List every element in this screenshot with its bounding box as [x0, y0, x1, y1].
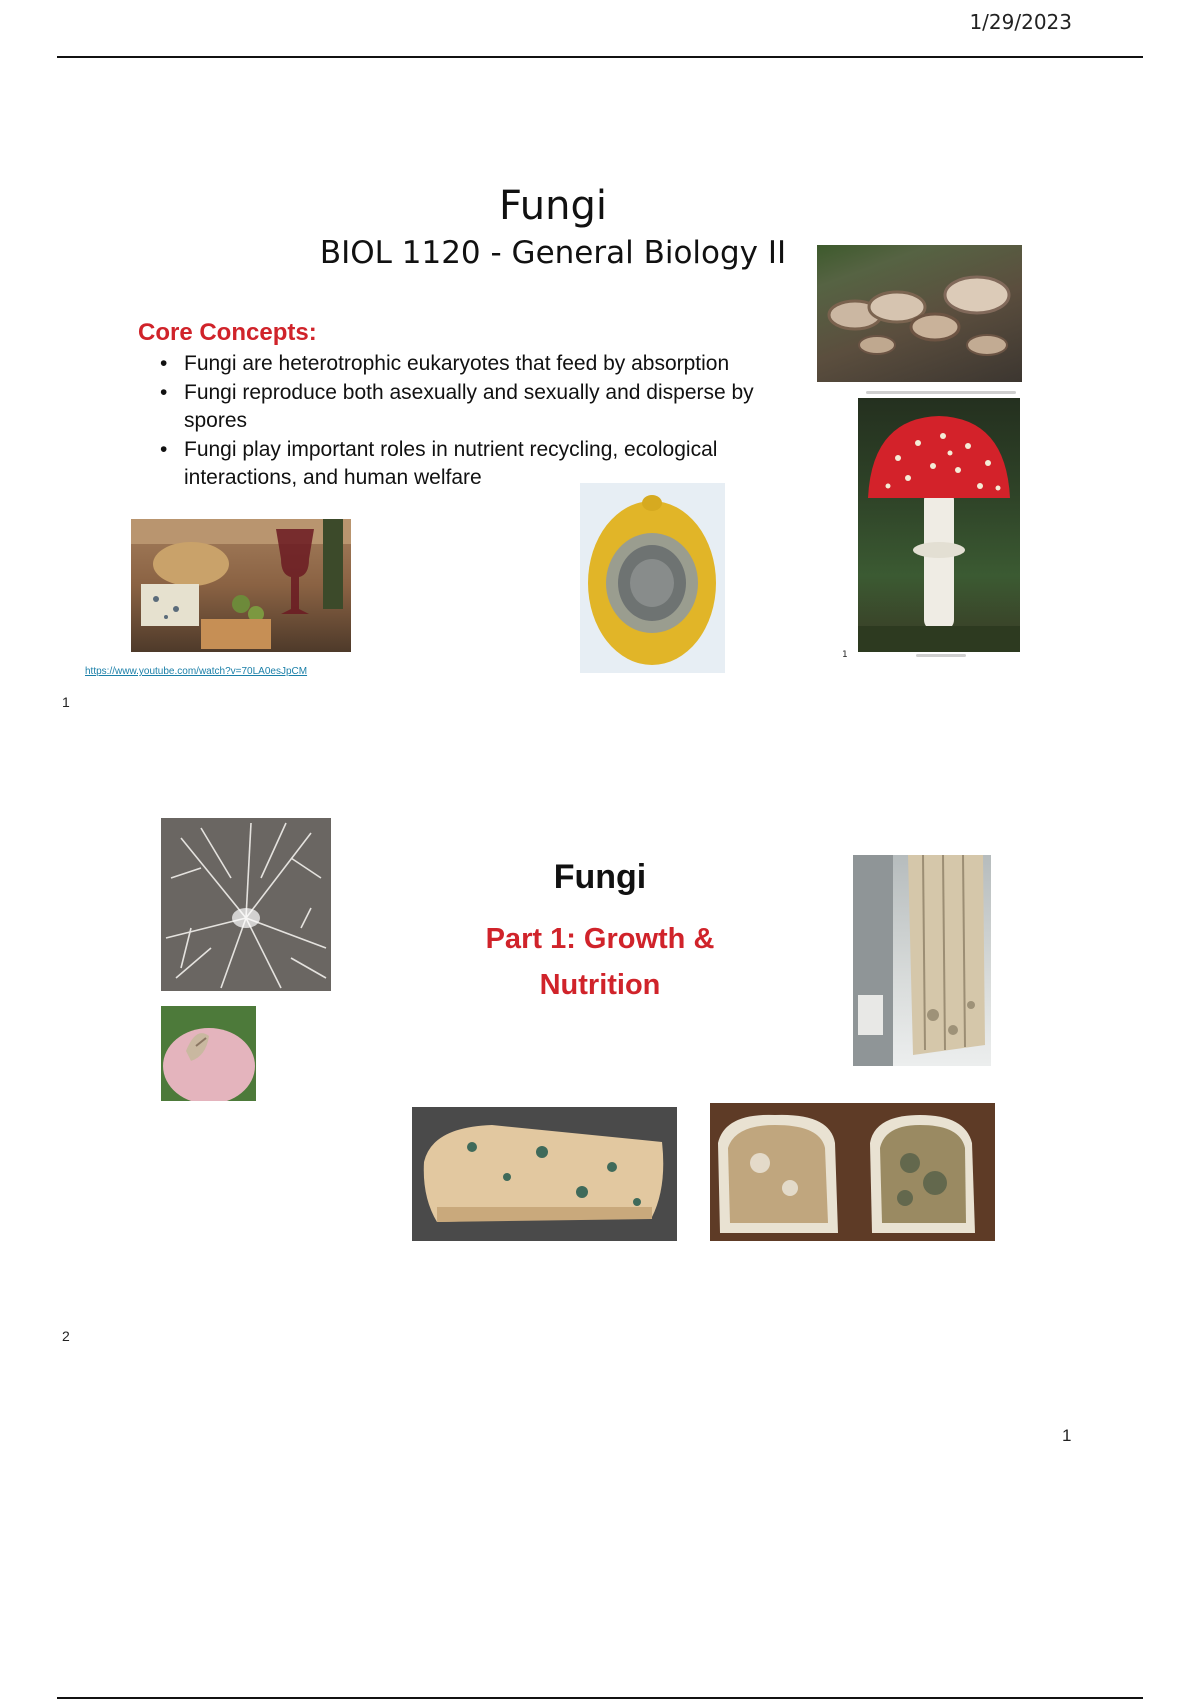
- header-rule: [57, 56, 1143, 58]
- core-concepts-list: [160, 350, 800, 493]
- image-credit-caption: [866, 391, 1016, 394]
- slide1-title: Fungi: [498, 183, 608, 229]
- core-concept-bullet: • Fungi play important roles in nutrient recycling, ecological interactions, and human welfare: [160, 436, 800, 492]
- youtube-link[interactable]: https://www.youtube.com/watch?v=70LA0esJpCM: [85, 666, 308, 677]
- moldy-lemon-photo: [580, 483, 725, 673]
- image-credit-caption: [916, 654, 966, 657]
- moldy-bread-photo: [710, 1103, 995, 1241]
- slide2-number: 2: [62, 1328, 70, 1344]
- image-number: 1: [842, 650, 848, 660]
- bracket-fungus-photo: [817, 245, 1022, 382]
- mycelium-photo: [161, 818, 331, 991]
- cheese-bread-wine-photo: [131, 519, 351, 652]
- nail-fungus-photo: [161, 1006, 256, 1101]
- red-mushroom-photo: [858, 398, 1020, 652]
- moldy-shower-curtain-photo: [853, 855, 991, 1066]
- slide1-subtitle: BIOL 1120 - General Biology II: [319, 235, 787, 271]
- core-concept-bullet: • Fungi reproduce both asexually and sexually and disperse by spores: [160, 379, 800, 435]
- slide2-part-heading: Part 1: Growth & Nutrition: [485, 923, 715, 1001]
- footer-rule: [57, 1697, 1143, 1699]
- page-number: 1: [1062, 1426, 1072, 1445]
- slide1-number: 1: [62, 694, 70, 710]
- core-concept-bullet: • Fungi are heterotrophic eukaryotes that feed by absorption: [160, 350, 800, 378]
- moldy-cheese-photo: [412, 1107, 677, 1241]
- core-concepts-heading: Core Concepts:: [138, 319, 317, 346]
- slide2-title: Fungi: [553, 858, 647, 896]
- document-date: 1/29/2023: [969, 10, 1072, 34]
